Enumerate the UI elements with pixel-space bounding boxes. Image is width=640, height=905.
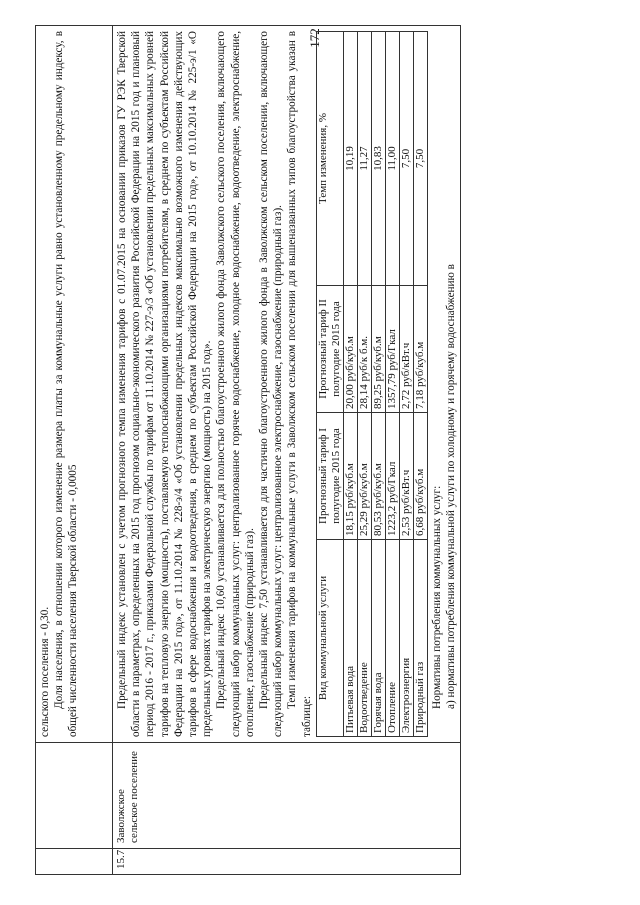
header-tariff-2: Прогнозный тариф II полугодие 2015 года [316, 286, 343, 413]
tariff2-cell: 1357,79 руб/Гкал [385, 286, 399, 413]
service-cell: Питьевая вода [343, 540, 357, 737]
tariff1-cell: 25,29 руб/куб.м [357, 413, 371, 540]
rate-cell: 10,19 [343, 32, 357, 286]
cell-number-empty [36, 849, 113, 875]
text-paragraph: Предельный индекс 10,60 устанавливается для полностью благоустроенного жилого фонда Заволжского сельского поселения, включающего следующий набор коммунальных услуг: централизованное горячее водоснабжение, холодное водоснабжение, водоотведение, электроснабжение, отопление, газоснабжение (природный газ). [215, 31, 256, 737]
service-cell: Горячая вода [371, 540, 385, 737]
service-cell: Природный газ [413, 540, 427, 737]
tariff2-cell: 20,00 руб/куб.м [343, 286, 357, 413]
header-rate: Темп изменения, % [316, 32, 343, 286]
service-cell: Электроэнергия [399, 540, 413, 737]
cell-settlement-empty [36, 743, 113, 849]
tariff2-cell: 28,14 руб/к б.м. [357, 286, 371, 413]
tariff-row [399, 32, 413, 737]
main-table [35, 25, 461, 875]
table-row [36, 26, 113, 875]
table-row [113, 26, 461, 875]
text-paragraph: Нормативы потребления коммунальных услуг: [430, 485, 443, 709]
tariff-row [343, 32, 357, 737]
rate-cell: 11,27 [357, 32, 371, 286]
text-paragraph: Доля населения, в отношении которого изменение размера платы за коммунальные услуги равно установленному предельному индексу, в общей численности населения Тверской области - 0,0005 [53, 31, 80, 737]
rate-cell: 10,83 [371, 32, 385, 286]
header-service: Вид коммунальной услуги [316, 540, 343, 737]
text-paragraph: Предельный индекс установлен с учетом прогнозного темпа изменения тарифов с 01.07.2015 на основании приказов ГУ РЭК Тверской области в параметрах, определенных на 2015 год прогнозом социально-экономического развития Российской Федерации на 2015 год и плановый период 2016 - 2017 г., приказами Федеральной службы по тарифам от 11.10.2014 № 227-э/3 «Об установлении предельных максимальных уровней тарифов на тепловую энергию (мощность), поставляемую теплоснабжающими организациями потребителям, в среднем по субъектам Российской Федерации на 2015 год», от 11.10.2014 № 228-э/4 «Об установлении предельных индексов максимально возможного изменения действующих тарифов в сфере водоснабжения и водоотведения, в среднем по субъектам Российской Федерации на 2015 год», от 10.10.2014 № 225-э/1 «О предельных уровнях тарифов на электрическую энергию (мощность) на 2015 год». [116, 31, 214, 737]
rate-cell: 7,50 [413, 32, 427, 286]
text-paragraph: а) нормативы потребления коммунальной услуги по холодному и горячему водоснабжению в [445, 264, 458, 709]
tariff-row [357, 32, 371, 737]
rotated-page [35, 25, 600, 875]
tariff1-cell: 6,68 руб/куб.м [413, 413, 427, 540]
row-number: 15.7 [113, 849, 461, 875]
tariff2-cell: 2,72 руб/кВт.ч [399, 286, 413, 413]
header-tariff-1: Прогнозный тариф I полугодие 2015 года [316, 413, 343, 540]
service-cell: Отопление [385, 540, 399, 737]
text-paragraph: Предельный индекс 7,50 устанавливается для частично благоустроенного жилого фонда в Заволжском сельском поселении, включающего следующий набор коммунальных услуг: централизованное электроснабжение, газоснабжение (природный газ). [258, 31, 285, 737]
tariff2-cell: 89,25 руб/куб.м [371, 286, 385, 413]
tariff-header-row [316, 32, 343, 737]
tariff2-cell: 7,18 руб/куб.м [413, 286, 427, 413]
page-number: 172 [307, 28, 322, 48]
settlement-name: Заволжское сельское поселение [113, 743, 461, 849]
rate-cell: 7,50 [399, 32, 413, 286]
service-cell: Водоотведение [357, 540, 371, 737]
tariff-row [385, 32, 399, 737]
tariff1-cell: 18,15 руб/куб.м [343, 413, 357, 540]
tariff1-cell: 1223,2 руб/Гкал [385, 413, 399, 540]
cell-text [36, 26, 113, 743]
rate-cell: 11,00 [385, 32, 399, 286]
tariff-row [413, 32, 427, 737]
tariff-table [316, 31, 428, 737]
text-line: сельского поселения - 0,30. [39, 606, 51, 737]
text-paragraph: Темп изменения тарифов на коммунальные услуги в Заволжском сельском поселении для вышеназванных типов благоустройства указан в таблице: [286, 31, 313, 737]
tariff-row [371, 32, 385, 737]
tariff1-cell: 2,53 руб/кВт.ч [399, 413, 413, 540]
tariff1-cell: 80,53 руб/куб.м [371, 413, 385, 540]
cell-text [113, 26, 461, 743]
